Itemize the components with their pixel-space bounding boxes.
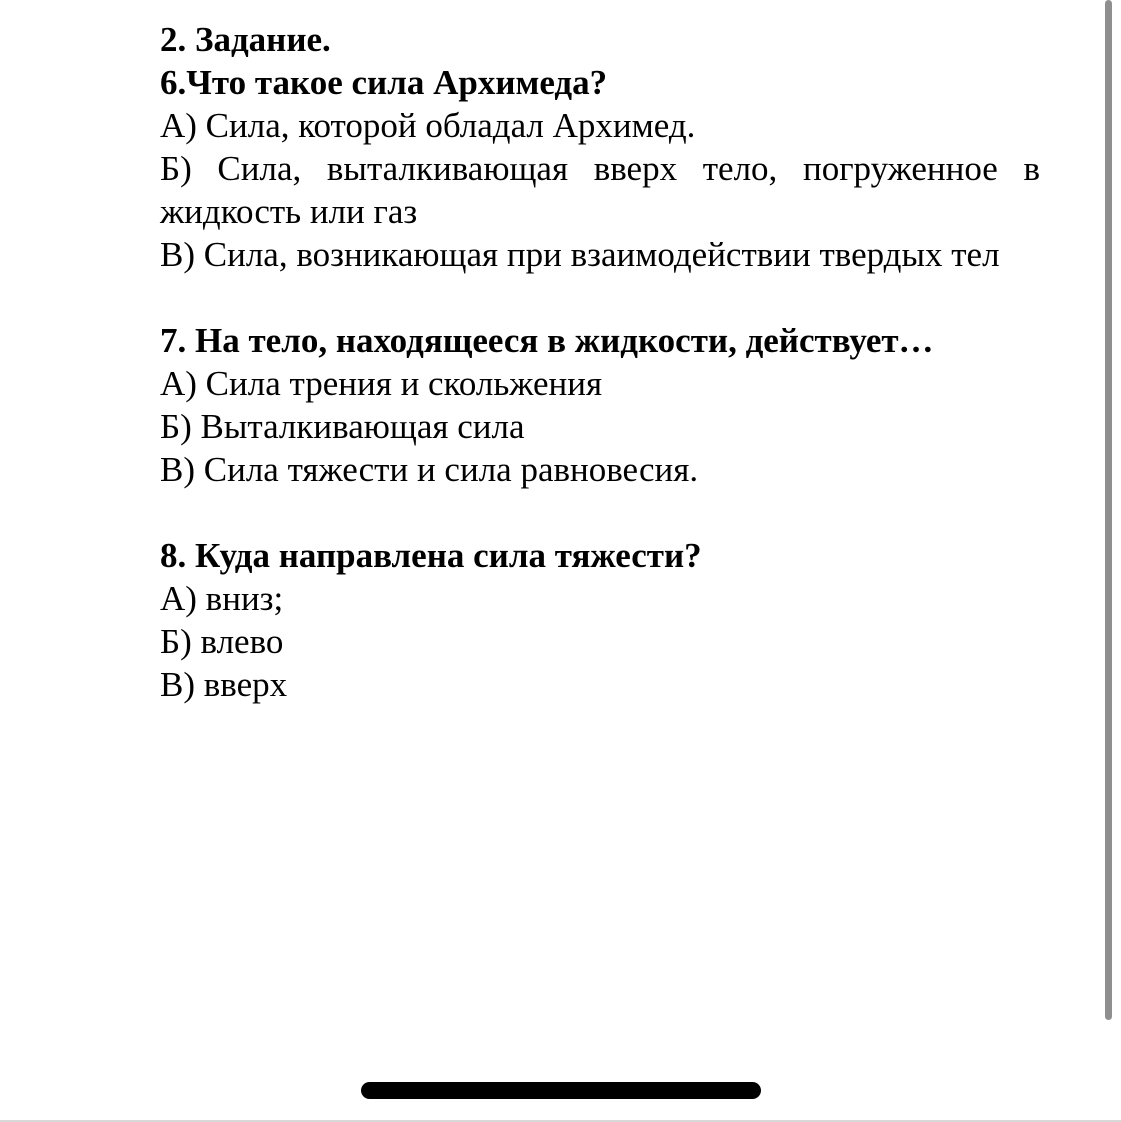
answer-option-c: В) Сила тяжести и сила равновесия. [160, 450, 699, 489]
answer-option-a: А) Сила трения и скольжения [160, 364, 603, 403]
question-text: 7. На тело, находящееся в жидкости, действует… [160, 321, 934, 360]
answer-option-b: Б) Сила, выталкивающая вверх тело, погруженное в жидкость или газ [160, 149, 1040, 231]
answer-option-a: А) Сила, которой обладал Архимед. [160, 106, 696, 145]
document-page [160, 18, 1040, 706]
vertical-scrollbar[interactable] [1105, 0, 1112, 1020]
question-6 [160, 61, 1040, 276]
question-8 [160, 534, 1040, 706]
answer-option-a: А) вниз; [160, 579, 284, 618]
question-text: 6.Что такое сила Архимеда? [160, 63, 608, 102]
question-text: 8. Куда направлена сила тяжести? [160, 536, 702, 575]
question-7 [160, 319, 1040, 491]
answer-option-c: В) вверх [160, 665, 288, 704]
answer-option-b: Б) влево [160, 622, 284, 661]
answer-option-b: Б) Выталкивающая сила [160, 407, 525, 446]
answer-option-c: В) Сила, возникающая при взаимодействии твердых тел [160, 235, 1000, 274]
home-indicator[interactable] [361, 1082, 761, 1099]
assignment-title: 2. Задание. [160, 20, 331, 59]
